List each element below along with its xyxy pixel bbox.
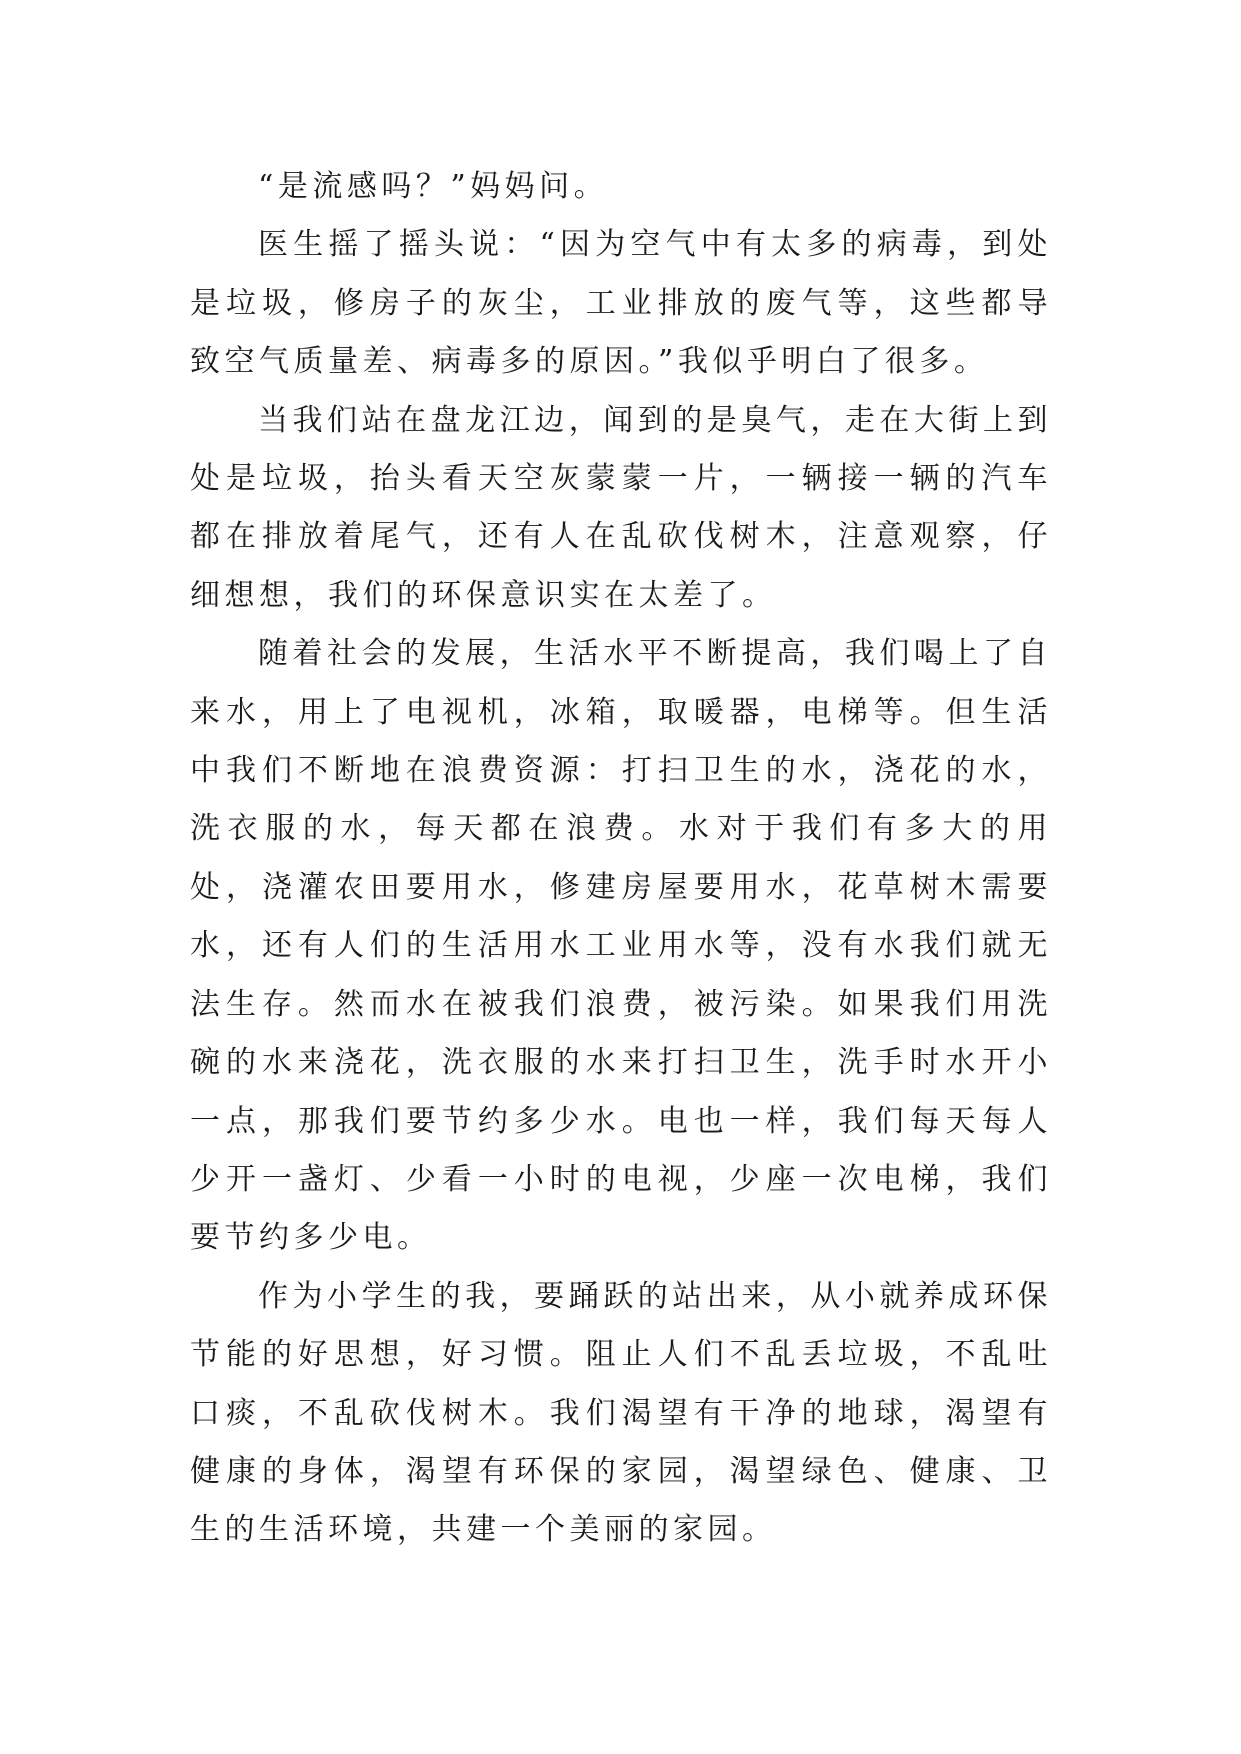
paragraph-5: 作为小学生的我，要踊跃的站出来，从小就养成环保节能的好思想，好习惯。阻止人们不乱丢垃圾，不乱吐口痰，不乱砍伐树木。我们渴望有干净的地球，渴望有健康的身体，渴望有环保的家园，渴望绿色、健康、卫生的生活环境，共建一个美丽的家园。	[190, 1278, 1052, 1548]
paragraph-1: “是流感吗？”妈妈问。	[258, 169, 609, 204]
document-page	[190, 158, 1052, 1560]
paragraph-4: 随着社会的发展，生活水平不断提高，我们喝上了自来水，用上了电视机，冰箱，取暖器，电梯等。但生活中我们不断地在浪费资源：打扫卫生的水，浇花的水，洗衣服的水，每天都在浪费。水对于我们有多大的用处，浇灌农田要用水，修建房屋要用水，花草树木需要水，还有人们的生活用水工业用水等，没有水我们就无法生存。然而水在被我们浪费，被污染。如果我们用洗碗的水来浇花，洗衣服的水来打扫卫生，洗手时水开小一点，那我们要节约多少水。电也一样，我们每天每人少开一盏灯、少看一小时的电视，少座一次电梯，我们要节约多少电。	[190, 636, 1052, 1256]
paragraph-2: 医生摇了摇头说：“因为空气中有太多的病毒，到处是垃圾，修房子的灰尘，工业排放的废气等，这些都导致空气质量差、病毒多的原因。”我似乎明白了很多。	[190, 227, 1052, 380]
paragraph-3: 当我们站在盘龙江边，闻到的是臭气，走在大街上到处是垃圾，抬头看天空灰蒙蒙一片，一辆接一辆的汽车都在排放着尾气，还有人在乱砍伐树木，注意观察，仔细想想，我们的环保意识实在太差了。	[190, 402, 1052, 613]
